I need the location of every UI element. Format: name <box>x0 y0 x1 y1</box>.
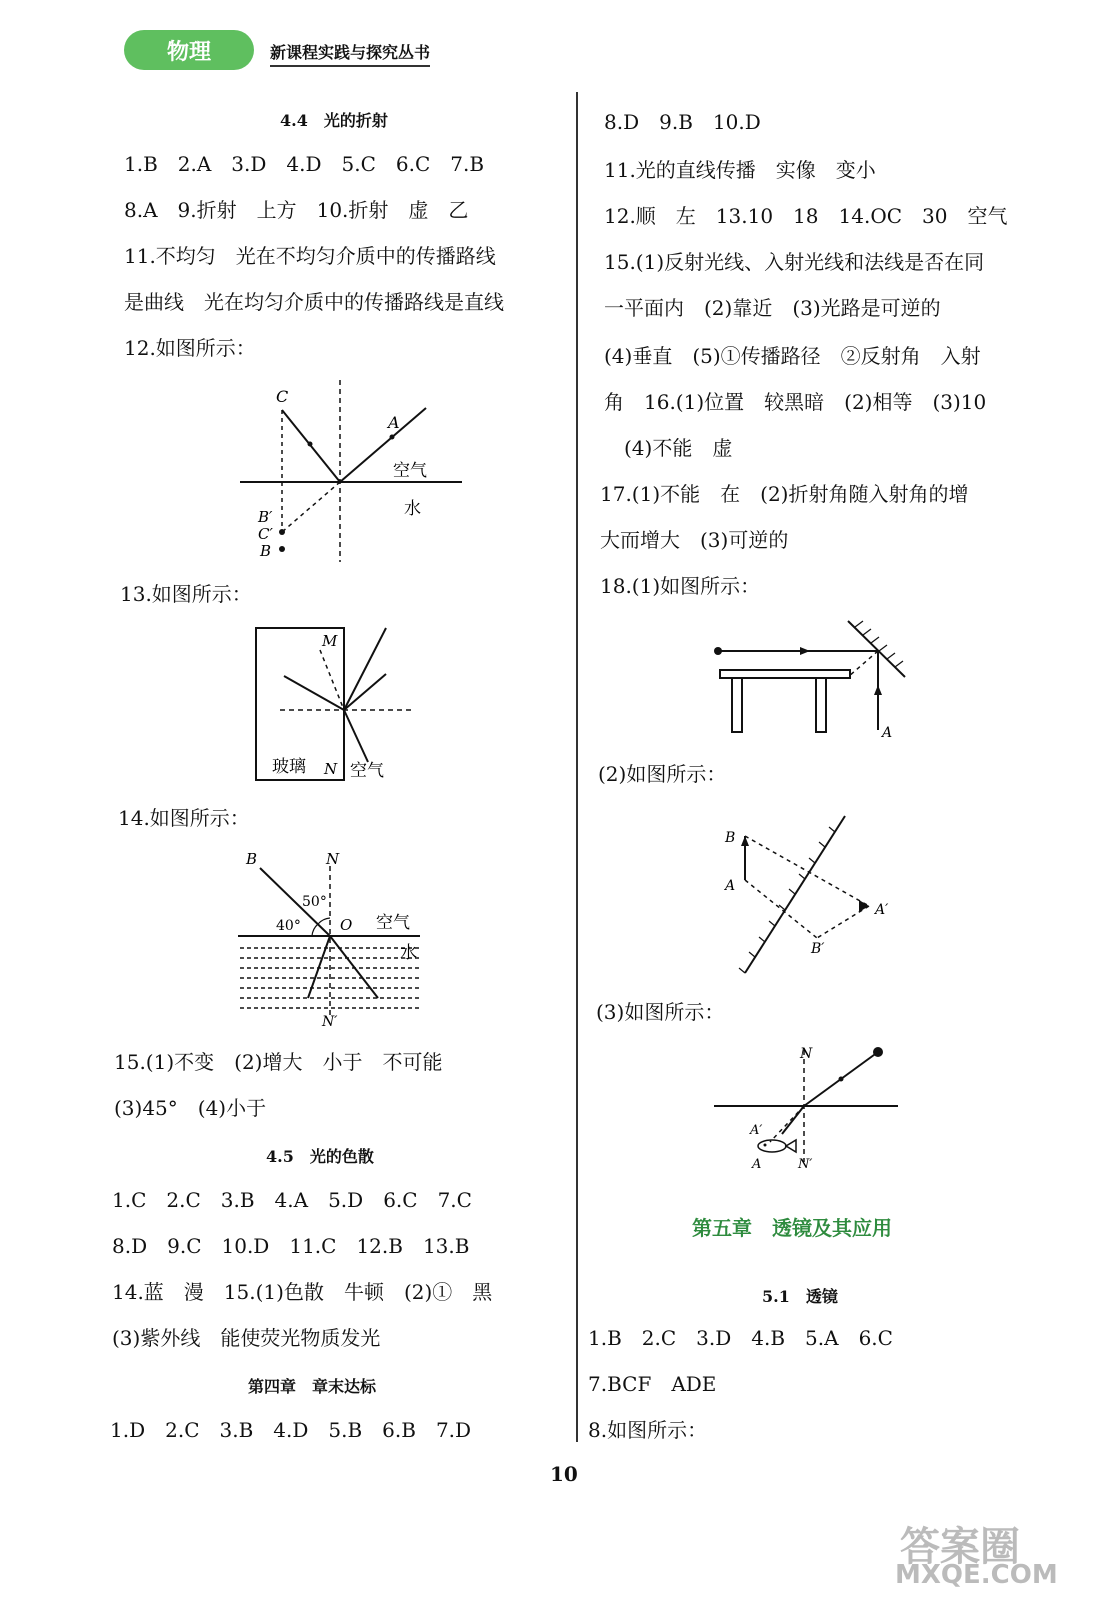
label: B <box>260 542 272 560</box>
label: A <box>752 1157 762 1172</box>
answer-line: 大而增大 (3)可逆的 <box>600 528 789 552</box>
section-4-4-title: 4.4 光的折射 <box>280 111 388 130</box>
label: N <box>800 1046 813 1062</box>
column-divider <box>576 92 578 1442</box>
answer-line: 11.光的直线传播 实像 变小 <box>604 158 876 182</box>
label: C <box>276 387 289 406</box>
answer-line: 7.BCF ADE <box>588 1372 717 1396</box>
answer-line: 8.D 9.C 10.D 11.C 12.B 13.B <box>112 1234 470 1258</box>
label: B <box>246 850 258 868</box>
label: 水 <box>404 499 421 519</box>
chapter-4-review-title: 第四章 章末达标 <box>248 1377 377 1396</box>
answer-line: 1.B 2.C 3.D 4.B 5.A 6.C <box>588 1326 893 1350</box>
section-5-1-title: 5.1 透镜 <box>762 1287 838 1306</box>
series-title: 新课程实践与探究丛书 <box>270 40 430 67</box>
chapter-5-title: 第五章 透镜及其应用 <box>692 1216 892 1240</box>
figure-13 <box>250 622 420 787</box>
label: 空气 <box>376 913 410 933</box>
answer-line: 1.C 2.C 3.B 4.A 5.D 6.C 7.C <box>112 1188 472 1212</box>
answer-line: 15.(1)反射光线、入射光线和法线是否在同 <box>604 250 985 274</box>
label: N′ <box>322 1014 338 1028</box>
answer-line: 12.顺 左 13.10 18 14.OC 30 空气 <box>604 204 1008 228</box>
section-4-5-title: 4.5 光的色散 <box>266 1147 374 1166</box>
label: A <box>388 413 400 432</box>
figure-14 <box>230 848 440 1028</box>
label: 50° <box>302 894 327 910</box>
label: 水 <box>400 943 417 963</box>
label: C′ <box>258 525 273 543</box>
answer-line: 1.D 2.C 3.B 4.D 5.B 6.B 7.D <box>110 1418 472 1442</box>
answer-line: (4)垂直 (5)①传播路径 ②反射角 入射 <box>604 344 981 368</box>
answer-line: 14.如图所示： <box>118 806 250 830</box>
answer-line: (3)45° (4)小于 <box>114 1096 267 1120</box>
figure-18-3 <box>710 1042 905 1172</box>
answer-line: 一平面内 (2)靠近 (3)光路是可逆的 <box>604 296 941 320</box>
label: B <box>725 830 736 846</box>
answer-line: 角 16.(1)位置 较黑暗 (2)相等 (3)10 <box>604 390 987 414</box>
label: A′ <box>875 902 889 918</box>
label: 空气 <box>350 761 384 781</box>
label: N′ <box>798 1157 813 1172</box>
watermark-url: MXQE.COM <box>895 1560 1058 1590</box>
answer-line: (4)不能 虚 <box>624 436 733 460</box>
label: N <box>326 850 340 868</box>
answer-line: (2)如图所示： <box>598 762 727 786</box>
label: O <box>340 916 353 934</box>
answer-line: (3)紫外线 能使荧光物质发光 <box>112 1326 381 1350</box>
label: N <box>324 760 338 778</box>
label: A <box>882 725 893 741</box>
subject-badge: 物理 <box>124 30 254 70</box>
answer-line: 8.如图所示： <box>588 1418 708 1442</box>
label: 玻璃 <box>272 757 306 777</box>
answer-line: 14.蓝 漫 15.(1)色散 牛顿 (2)① 黑 <box>112 1280 493 1304</box>
answer-line: 8.A 9.折射 上方 10.折射 虚 乙 <box>124 198 469 222</box>
answer-line: 18.(1)如图所示： <box>600 574 761 598</box>
figure-18-1 <box>700 615 915 743</box>
answer-line: 1.B 2.A 3.D 4.D 5.C 6.C 7.B <box>124 152 485 176</box>
label: 40° <box>276 918 301 934</box>
answer-line: 8.D 9.B 10.D <box>604 110 761 134</box>
answer-line: 11.不均匀 光在不均匀介质中的传播路线 <box>124 244 496 268</box>
figure-18-2 <box>715 808 900 978</box>
label: M <box>322 632 338 650</box>
watermark-logo: 答案圈 <box>900 1524 1020 1570</box>
answer-line: 12.如图所示： <box>124 336 256 360</box>
answer-line: 13.如图所示： <box>120 582 252 606</box>
label: 空气 <box>393 461 427 481</box>
answer-line: 15.(1)不变 (2)增大 小于 不可能 <box>114 1050 443 1074</box>
answer-line: 17.(1)不能 在 (2)折射角随入射角的增 <box>600 482 969 506</box>
label: A <box>725 878 736 894</box>
label: A′ <box>750 1123 763 1138</box>
page-number: 10 <box>550 1462 578 1486</box>
label: B′ <box>258 508 273 526</box>
answer-line: 是曲线 光在均匀介质中的传播路线是直线 <box>124 290 504 314</box>
label: B′ <box>811 941 825 957</box>
figure-12 <box>230 372 470 567</box>
answer-line: (3)如图所示： <box>596 1000 725 1024</box>
